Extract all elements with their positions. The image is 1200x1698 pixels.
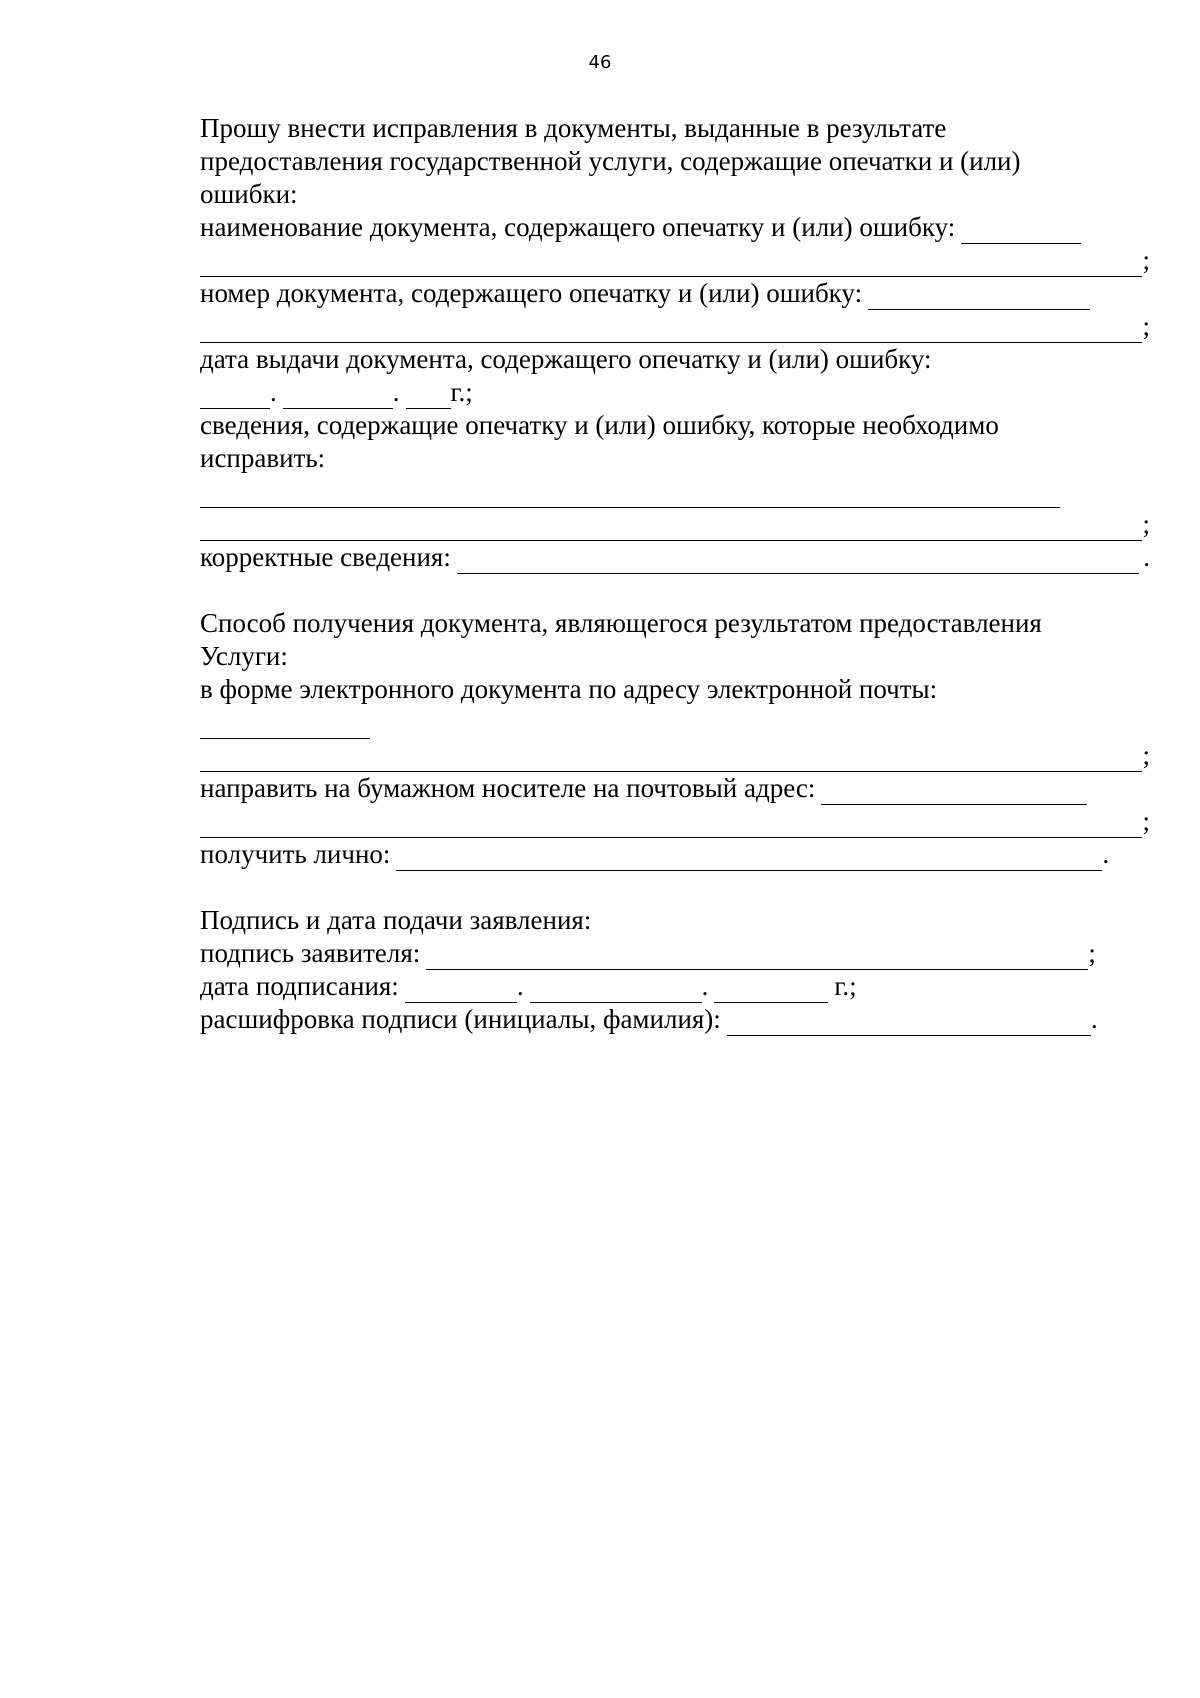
year-suffix: г.; xyxy=(834,971,857,1001)
period: . xyxy=(1090,1004,1098,1034)
doc-name-field-start[interactable] xyxy=(961,218,1081,244)
semicolon: ; xyxy=(1142,740,1150,770)
request-text-line-1: Прошу внести исправления в документы, выданные в результате xyxy=(200,113,947,143)
semicolon: ; xyxy=(1142,509,1150,539)
method-heading-line-1: Способ получения документа, являющегося результатом предоставления xyxy=(200,608,1042,638)
application-form xyxy=(200,112,1150,1036)
email-field-continuation[interactable] xyxy=(200,746,1142,772)
sign-date-year-field[interactable] xyxy=(714,977,828,1003)
doc-date-day-field[interactable] xyxy=(200,383,270,409)
error-info-row-1 xyxy=(200,475,1150,508)
request-text-line-2: предоставления государственной услуги, содержащие опечатки и (или) xyxy=(200,146,1021,176)
personal-field[interactable] xyxy=(396,845,1102,871)
period: . xyxy=(1102,839,1110,869)
sign-date-month-field[interactable] xyxy=(530,977,702,1003)
doc-date-row xyxy=(200,376,1150,409)
semicolon: ; xyxy=(1142,806,1150,836)
date-separator: . xyxy=(392,377,400,407)
name-decoding-label: расшифровка подписи (инициалы, фамилия): xyxy=(200,1004,721,1034)
postal-address-field-continuation[interactable] xyxy=(200,812,1142,838)
date-separator: . xyxy=(270,377,277,407)
correct-info-label: корректные сведения: xyxy=(200,542,451,572)
error-info-label-line-1: сведения, содержащие опечатку и (или) ошибку, которые необходимо xyxy=(200,410,999,440)
doc-number-field-start[interactable] xyxy=(868,284,1090,310)
email-row-1 xyxy=(200,706,1150,739)
page-number: 46 xyxy=(588,52,612,73)
doc-number-field-continuation[interactable] xyxy=(200,317,1142,343)
error-info-field-line-2[interactable] xyxy=(200,515,1142,541)
doc-date-label: дата выдачи документа, содержащего опечатку и (или) ошибку: xyxy=(200,344,932,374)
personal-option-row xyxy=(200,838,1150,871)
email-row-2 xyxy=(200,739,1150,772)
signature-heading: Подпись и дата подачи заявления: xyxy=(200,905,592,935)
sign-date-row xyxy=(200,970,1150,1003)
spacer xyxy=(200,574,1150,607)
signature-field[interactable] xyxy=(426,944,1088,970)
semicolon: ; xyxy=(1142,311,1150,341)
request-text-line-3: ошибки: xyxy=(200,179,298,209)
doc-date-month-field[interactable] xyxy=(283,383,393,409)
correct-info-field[interactable] xyxy=(457,548,1139,574)
paper-option-label: направить на бумажном носителе на почтовый адрес: xyxy=(200,773,816,803)
name-decoding-row xyxy=(200,1003,1150,1036)
doc-name-label: наименование документа, содержащего опечатку и (или) ошибку: xyxy=(200,212,956,242)
semicolon: ; xyxy=(1142,245,1150,275)
name-decoding-field[interactable] xyxy=(727,1010,1091,1036)
doc-number-row xyxy=(200,277,1150,310)
semicolon: ; xyxy=(1088,938,1096,968)
error-info-field-line-1[interactable] xyxy=(200,482,1060,508)
date-separator: . xyxy=(516,971,524,1001)
date-separator: . xyxy=(701,971,709,1001)
sign-date-day-field[interactable] xyxy=(405,977,517,1003)
year-suffix: г.; xyxy=(450,377,473,407)
doc-name-row xyxy=(200,211,1150,244)
signer-label: подпись заявителя: xyxy=(200,938,421,968)
sign-date-label: дата подписания: xyxy=(200,971,399,1001)
email-option-label: в форме электронного документа по адресу электронной почты: xyxy=(200,674,938,704)
doc-name-field-continuation[interactable] xyxy=(200,251,1142,277)
error-info-row-2 xyxy=(200,508,1150,541)
method-heading-line-2: Услуги: xyxy=(200,641,288,671)
postal-address-field-start[interactable] xyxy=(821,779,1087,805)
doc-name-continuation-row xyxy=(200,244,1150,277)
paper-option-continuation-row xyxy=(200,805,1150,838)
error-info-label-line-2: исправить: xyxy=(200,443,326,473)
spacer xyxy=(200,871,1150,904)
signer-row xyxy=(200,937,1150,970)
period: . xyxy=(1143,542,1150,572)
email-field-start[interactable] xyxy=(200,713,370,739)
doc-date-year-field[interactable] xyxy=(406,383,451,409)
personal-option-label: получить лично: xyxy=(200,839,391,869)
paper-option-row xyxy=(200,772,1150,805)
doc-number-continuation-row xyxy=(200,310,1150,343)
doc-number-label: номер документа, содержащего опечатку и (или) ошибку: xyxy=(200,278,863,308)
correct-info-row xyxy=(200,541,1150,574)
